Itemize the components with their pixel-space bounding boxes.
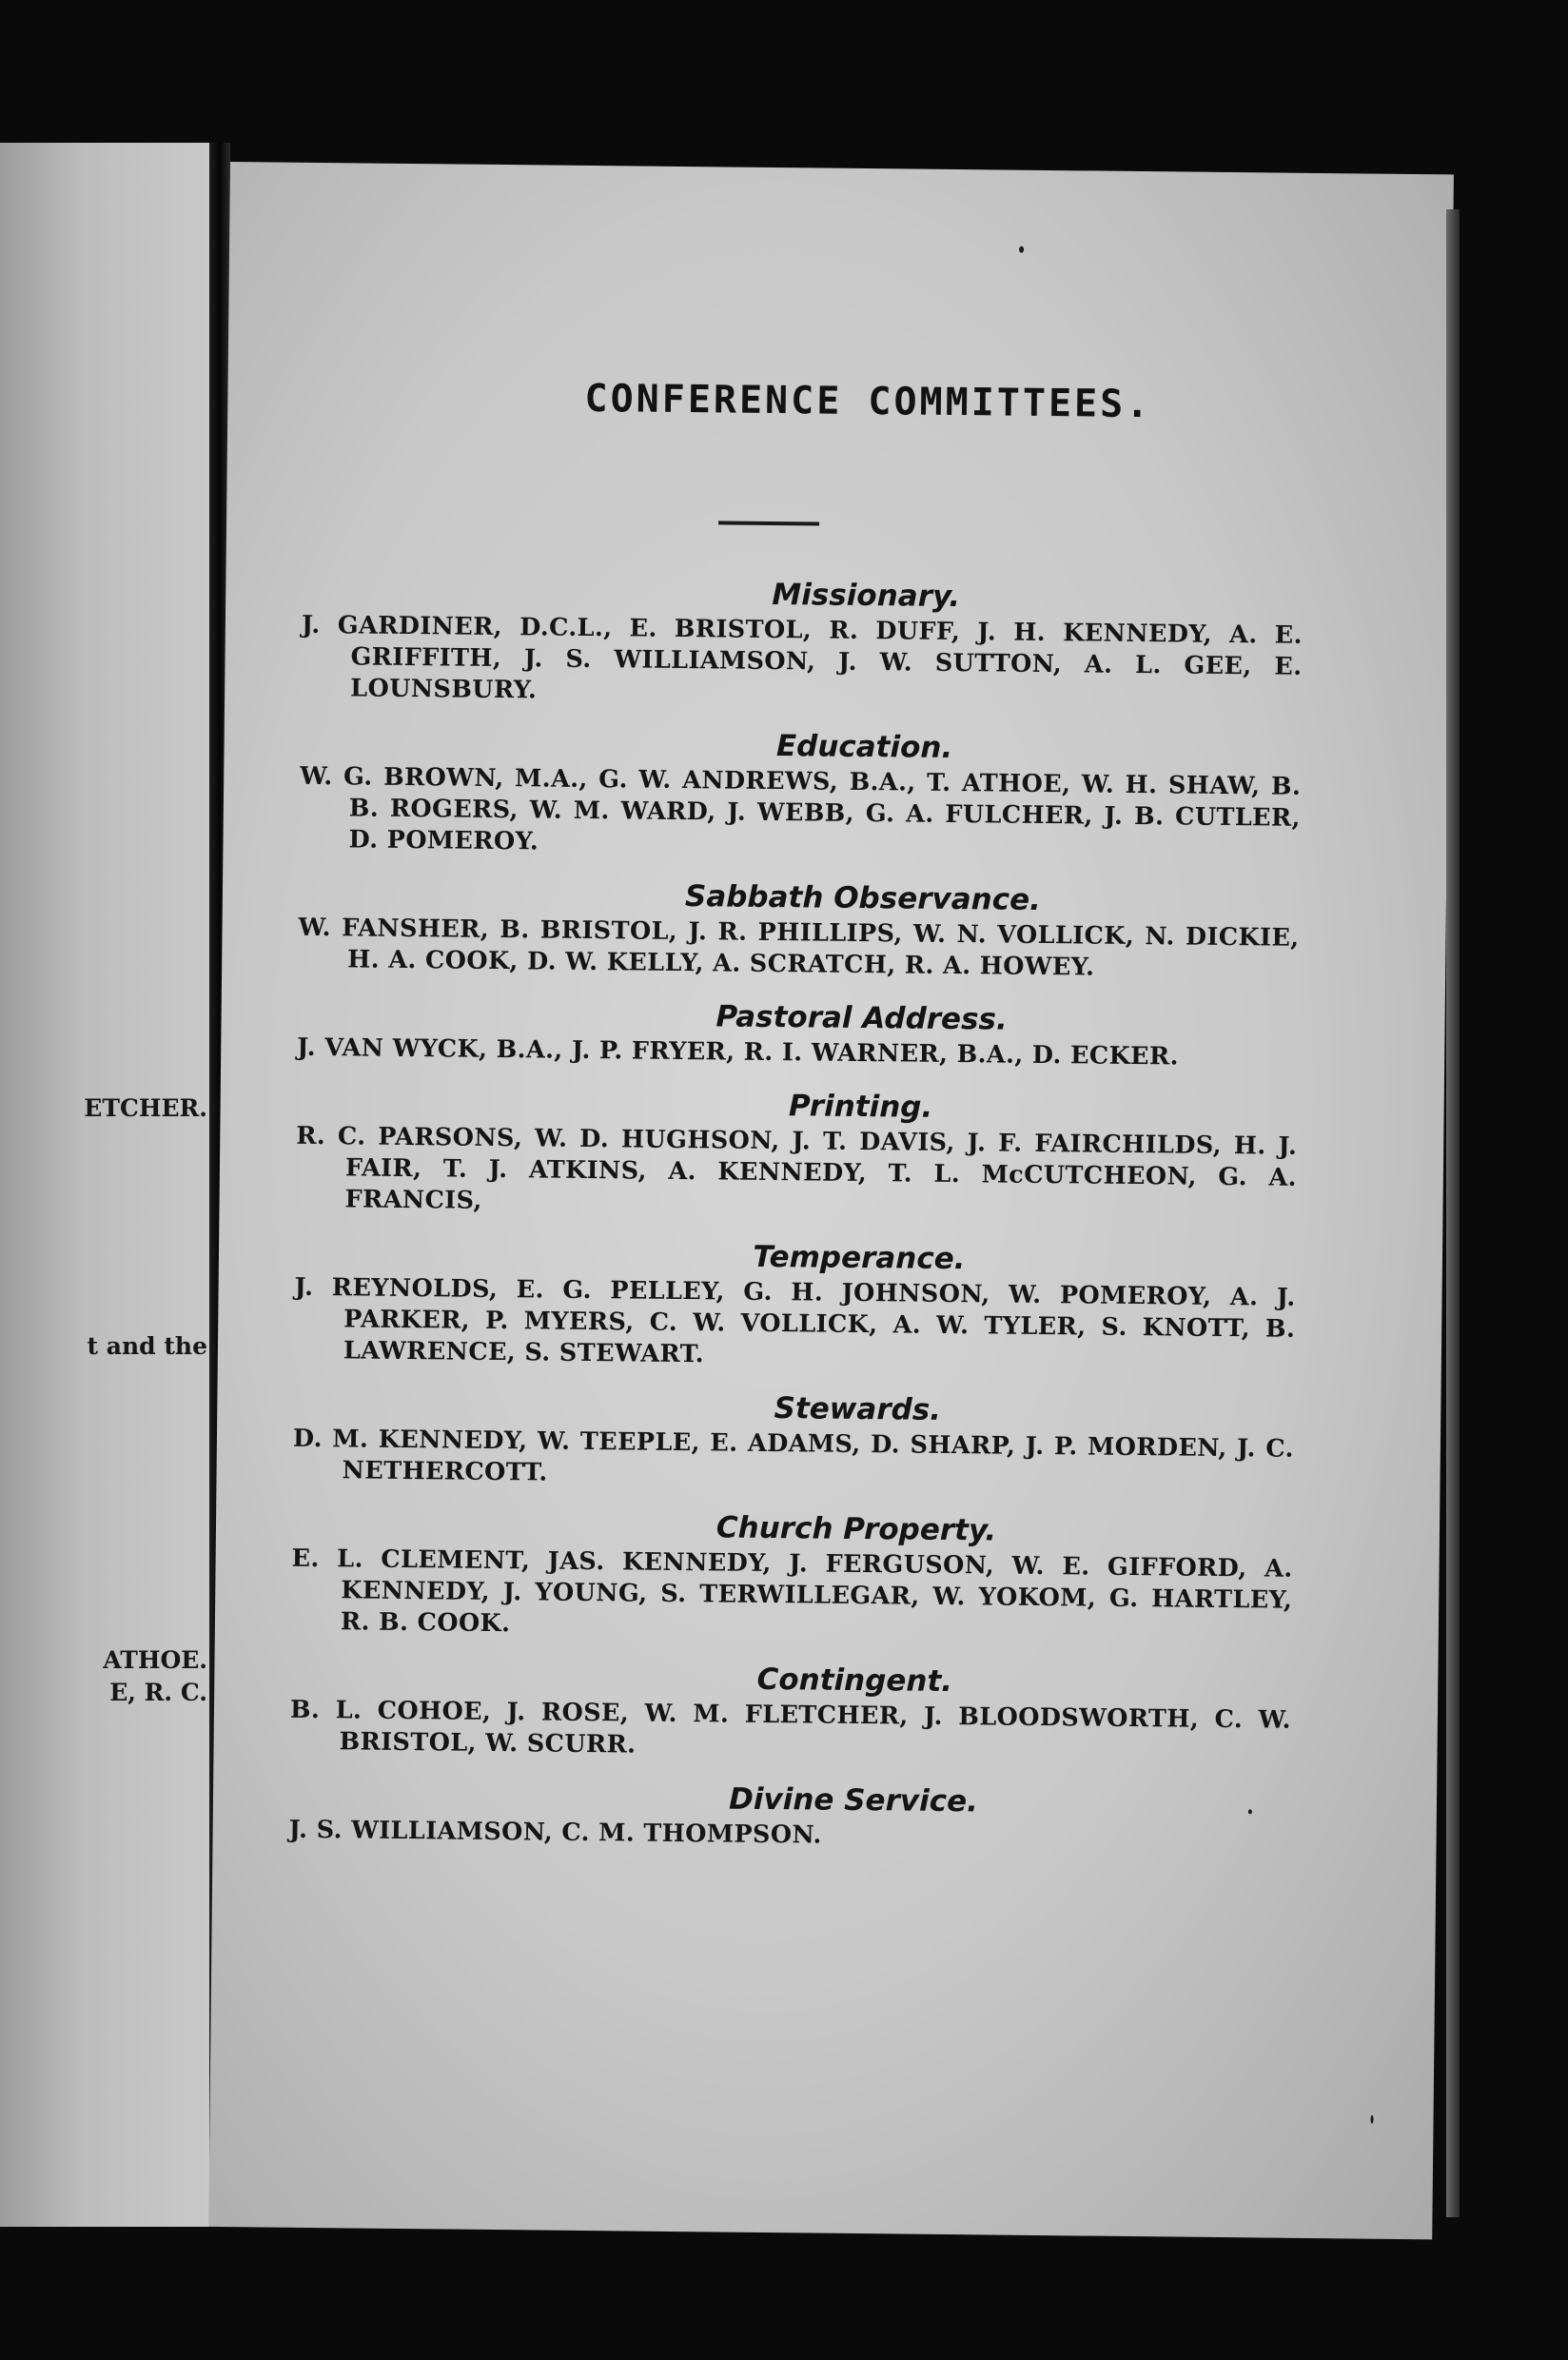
committee-section [221, 993, 1445, 1075]
page-edge [1446, 209, 1460, 2217]
committee-section [212, 1776, 1437, 1858]
committee-heading: Printing. [788, 1089, 933, 1125]
committee-section [222, 874, 1446, 987]
committee-heading: Contingent. [756, 1662, 953, 1700]
adjacent-page [0, 143, 209, 2227]
page-title: CONFERENCE COMMITTEES. [584, 376, 1152, 427]
committee-heading: Temperance. [753, 1239, 966, 1277]
committee-heading: Divine Service. [728, 1781, 979, 1819]
committee-section [223, 722, 1447, 867]
scan-speck [1019, 246, 1024, 253]
committee-members: J. REYNOLDS, E. G. PELLEY, G. H. JOHNSON, W. POMEROY, A. J. PARKER, P. MYERS, C. W. VOLLICK, A. W. TYLER, S. KNOTT, B. LAWRENCE, S. STEWART. [294, 1272, 1296, 1369]
committee-heading: Sabbath Observance. [684, 879, 1042, 917]
committee-members: J. VAN WYCK, B.A., J. P. FRYER, R. I. WARNER, B.A., D. ECKER. [297, 1032, 1180, 1072]
committee-section [215, 1504, 1440, 1649]
committee-members: R. C. PARSONS, W. D. HUGHSON, J. T. DAVIS, J. F. FAIRCHILDS, H. J. FAIR, T. J. ATKINS, A. KENNEDY, T. L. McCUTCHEON, G. A. FRANCIS, [296, 1121, 1298, 1215]
committee-members: E. L. CLEMENT, JAS. KENNEDY, J. FERGUSON, W. E. GIFFORD, A. KENNEDY, J. YOUNG, S. TERWILLEGAR, W. YOKOM, G. HARTLEY, R. B. COOK. [291, 1544, 1293, 1639]
adjacent-page-text: t and the [87, 1332, 207, 1360]
committee-section [218, 1233, 1442, 1378]
committee-section [216, 1385, 1441, 1498]
committee-members: W. FANSHER, B. BRISTOL, J. R. PHILLIPS, W. N. VOLLICK, N. DICKIE, H. A. COOK, D. W. KELLY, A. SCRATCH, R. A. HOWEY. [298, 913, 1300, 982]
adjacent-page-text: E, R. C. [109, 1679, 207, 1706]
committee-members: D. M. KENNEDY, W. TEEPLE, E. ADAMS, D. SHARP, J. P. MORDEN, J. C. NETHERCOTT. [292, 1424, 1295, 1487]
committee-section [213, 1656, 1438, 1769]
committee-members: J. S. WILLIAMSON, C. M. THOMPSON. [288, 1815, 822, 1850]
committee-section [225, 571, 1449, 716]
committee-heading: Education. [775, 729, 953, 765]
title-divider [718, 521, 819, 525]
scan-speck [1248, 1809, 1252, 1814]
document-page [208, 162, 1454, 2239]
committee-heading: Missionary. [772, 577, 961, 615]
committee-heading: Church Property. [715, 1510, 997, 1548]
committee-members: W. G. BROWN, M.A., G. W. ANDREWS, B.A., T. ATHOE, W. H. SHAW, B. B. ROGERS, W. M. WARD, J. WEBB, G. A. FULCHER, J. B. CUTLER, D. POMEROY. [300, 761, 1302, 856]
committee-heading: Stewards. [774, 1391, 942, 1427]
committee-members: B. L. COHOE, J. ROSE, W. M. FLETCHER, J. BLOODSWORTH, C. W. BRISTOL, W. SCURR. [289, 1695, 1292, 1760]
committee-list [212, 571, 1449, 1877]
adjacent-page-text: ATHOE. [103, 1646, 207, 1674]
committee-members: J. GARDINER, D.C.L., E. BRISTOL, R. DUFF, J. H. KENNEDY, A. E. GRIFFITH, J. S. WILLIAMSON, J. W. SUTTON, A. L. GEE, E. LOUNSBURY. [301, 610, 1303, 705]
scan-speck [1370, 2115, 1373, 2124]
committee-heading: Pastoral Address. [715, 999, 1008, 1037]
committee-section [219, 1082, 1443, 1227]
adjacent-page-text: ETCHER. [84, 1094, 207, 1122]
